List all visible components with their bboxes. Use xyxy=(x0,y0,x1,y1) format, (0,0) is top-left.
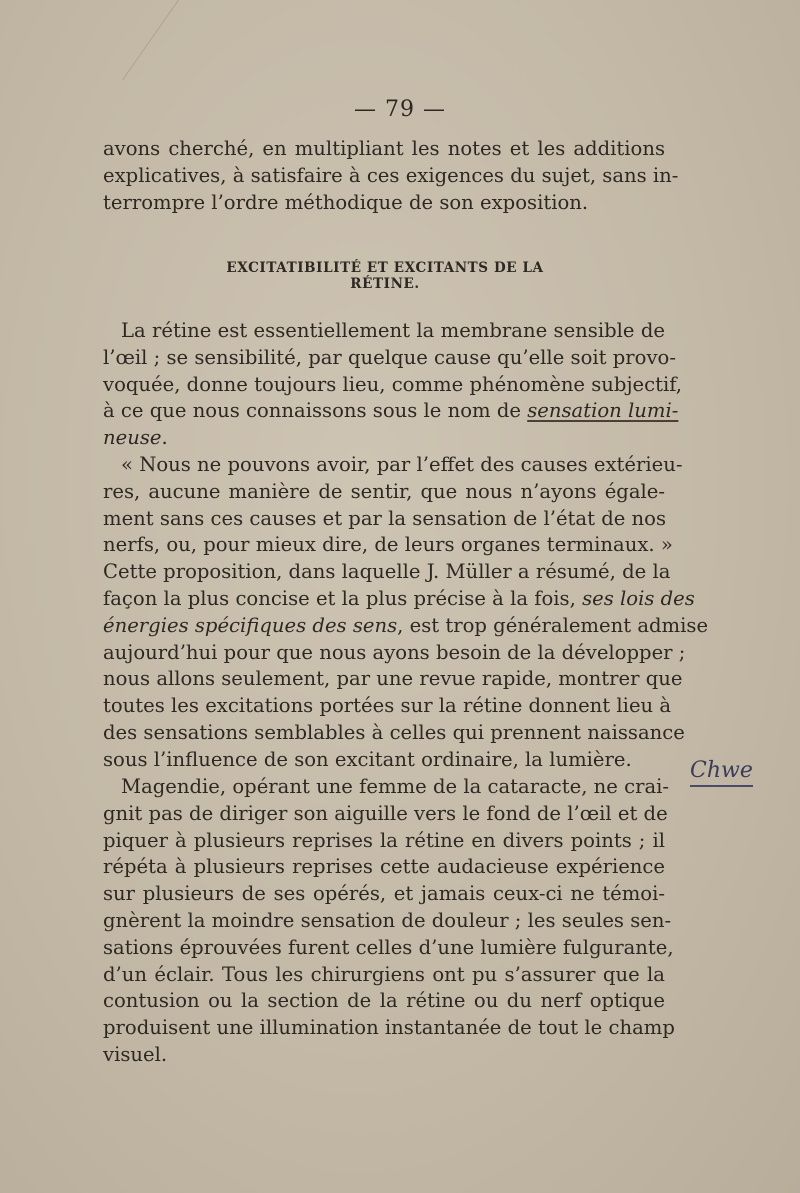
text-fragment: . xyxy=(161,426,168,450)
text-line: Magendie, opérant une femme de la cataracte, ne crai- xyxy=(121,775,670,798)
text-line: voquée, donne toujours lieu, comme phénomène subjectif, xyxy=(103,372,683,396)
text-line: produisent une illumination instantanée de tout le champ xyxy=(103,1016,675,1040)
emphasis-text: ses lois des xyxy=(582,586,695,610)
text-line: répéta à plusieurs reprises cette audacieuse expérience xyxy=(103,855,665,879)
text-fragment: façon la plus concise et la plus précise à la fois, xyxy=(103,586,576,610)
text-line: visuel. xyxy=(103,1042,168,1066)
text-line xyxy=(103,613,709,640)
emphasis-text: neuse xyxy=(103,426,162,450)
text-line: sous l’influence de son excitant ordinaire, la lumière. xyxy=(103,747,632,771)
text-line: explicatives, à satisfaire à ces exigences du sujet, sans in- xyxy=(103,163,679,187)
text-line: « Nous ne pouvons avoir, par l’effet des causes extérieu- xyxy=(121,453,683,476)
text-line xyxy=(103,425,665,452)
text-line: toutes les excitations portées sur la rétine donnent lieu à xyxy=(103,694,672,718)
emphasis-text: sensation lumi- xyxy=(527,399,679,423)
text-line: contusion ou la section de la rétine ou du nerf optique xyxy=(103,989,665,1013)
text-line: gnit pas de diriger son aiguille vers le fond de l’œil et de xyxy=(103,801,668,825)
text-line: sur plusieurs de ses opérés, et jamais ceux-ci ne témoi- xyxy=(103,882,665,906)
paragraph-1 xyxy=(103,318,683,452)
text-line xyxy=(103,398,679,425)
paragraph-2 xyxy=(103,452,709,774)
text-line: aujourd’hui pour que nous ayons besoin de la développer ; xyxy=(103,640,686,664)
text-line: La rétine est essentiellement la membrane sensible de xyxy=(121,319,665,342)
emphasis-text: énergies spécifiques des sens xyxy=(103,613,398,637)
text-line: res, aucune manière de sentir, que nous n’ayons égale- xyxy=(103,479,665,503)
text-line: avons cherché, en multipliant les notes et les additions xyxy=(103,137,665,160)
text-line: des sensations semblables à celles qui prennent naissance xyxy=(103,720,685,744)
text-line: terrompre l’ordre méthodique de son exposition. xyxy=(103,190,589,214)
paragraph-3 xyxy=(103,774,675,1069)
text-fragment: à ce que nous connaissons sous le nom de xyxy=(103,399,521,423)
text-line: ment sans ces causes et par la sensation de l’état de nos xyxy=(103,506,667,530)
text-line: Cette proposition, dans laquelle J. Müller a résumé, de la xyxy=(103,560,671,584)
text-line: sations éprouvées furent celles d’une lumière fulgurante, xyxy=(103,935,674,959)
text-line xyxy=(103,586,695,613)
text-line: nerfs, ou, pour mieux dire, de leurs organes terminaux. » xyxy=(103,533,673,557)
text-fragment: , est trop généralement admise xyxy=(397,613,709,637)
text-line: piquer à plusieurs reprises la rétine en divers points ; il xyxy=(103,828,665,852)
text-line: l’œil ; se sensibilité, par quelque cause qu’elle soit provo- xyxy=(103,345,676,369)
text-line: d’un éclair. Tous les chirurgiens ont pu s’assurer que la xyxy=(103,962,665,986)
page-number: — 79 — xyxy=(354,97,446,122)
text-line: nous allons seulement, par une revue rapide, montrer que xyxy=(103,667,683,691)
page-crease xyxy=(12,0,179,80)
text-line: gnèrent la moindre sensation de douleur ; les seules sen- xyxy=(103,908,672,932)
section-heading: EXCITATIBILITÉ ET EXCITANTS DE LA RÉTINE. xyxy=(226,260,544,292)
intro-paragraph xyxy=(103,136,679,216)
handwritten-margin-note: Chwe xyxy=(690,758,753,787)
